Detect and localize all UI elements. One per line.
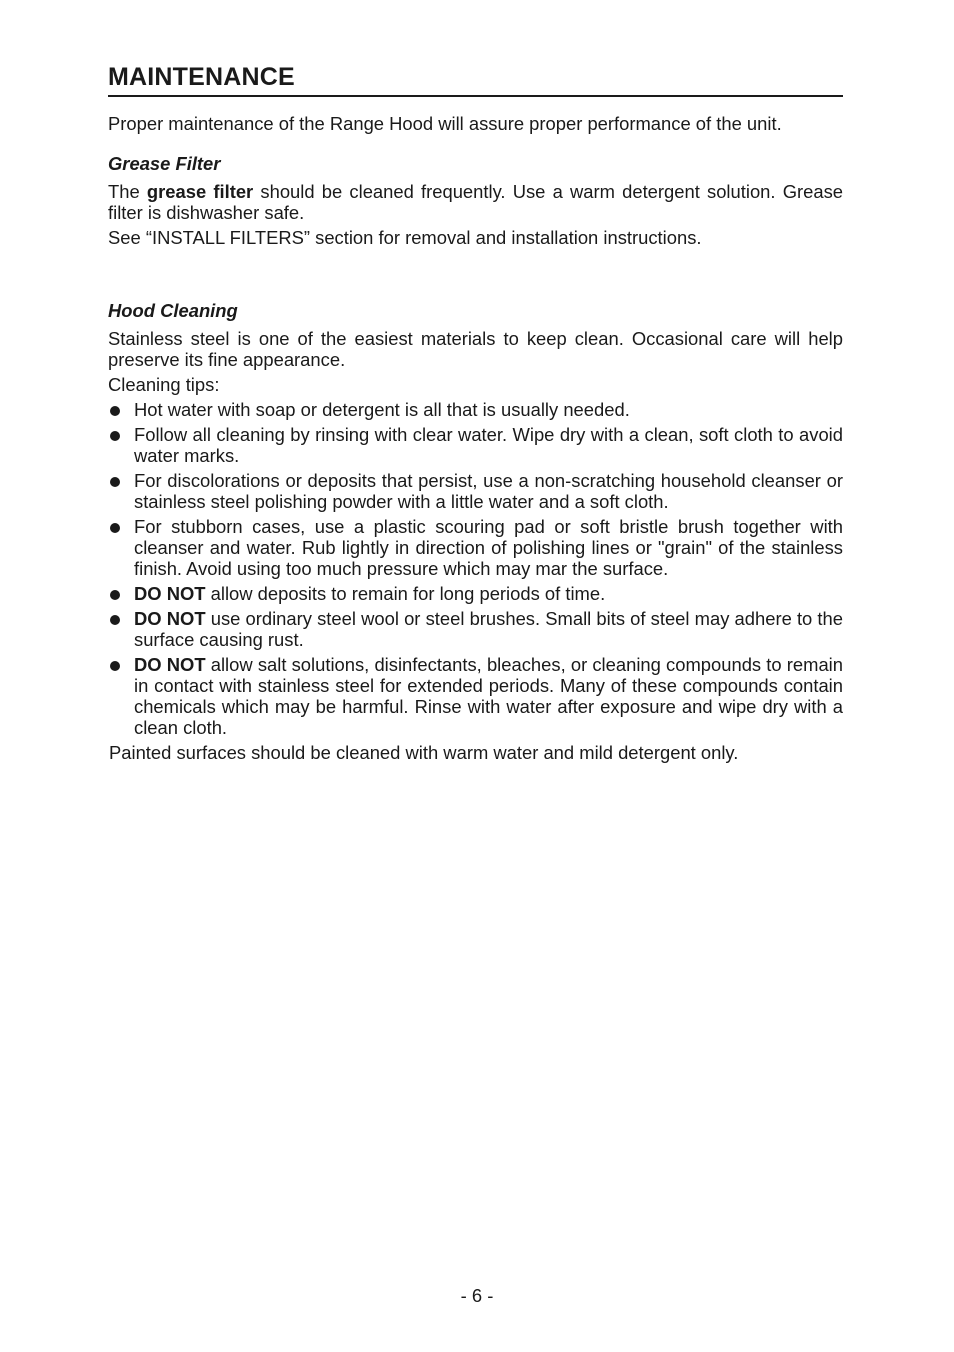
page-number: - 6 - — [460, 1285, 494, 1306]
tip-bold: DO NOT — [134, 583, 206, 604]
grease-filter-paragraph — [108, 181, 843, 223]
list-item — [108, 399, 843, 420]
tip-bold: DO NOT — [134, 608, 206, 629]
tip-text: allow deposits to remain for long periods of time. — [205, 583, 606, 604]
cleaning-tips-list — [108, 399, 843, 738]
tip-bold: DO NOT — [134, 654, 206, 675]
tip-text: For stubborn cases, use a plastic scouring pad or soft bristle brush together with cleanser and water. Rub lightly in direction of polishing lines or "grain" of the stainless finish. Avoid using too much pressure which may mar the surface. — [134, 516, 843, 579]
hood-cleaning-paragraph: Stainless steel is one of the easiest materials to keep clean. Occasional care will help preserve its fine appearance. — [108, 328, 843, 370]
bullet-icon — [110, 523, 120, 533]
list-item — [108, 516, 843, 579]
tip-text: allow salt solutions, disinfectants, bleaches, or cleaning compounds to remain in contact with stainless steel for extended periods. Many of these compounds contain chemicals which may be harmful. Rinse with water after exposure and wipe dry with a clean cloth. — [134, 654, 843, 738]
bullet-icon — [110, 661, 120, 671]
bullet-icon — [110, 615, 120, 625]
bullet-icon — [110, 477, 120, 487]
list-item — [108, 583, 843, 604]
grease-filter-heading: Grease Filter — [108, 153, 221, 174]
list-item — [108, 608, 843, 650]
page-content — [108, 62, 843, 763]
page-title: MAINTENANCE — [108, 62, 843, 97]
bullet-icon — [110, 406, 120, 416]
list-item — [108, 654, 843, 738]
tip-text: Follow all cleaning by rinsing with clear water. Wipe dry with a clean, soft cloth to avoid water marks. — [134, 424, 843, 466]
tip-text: Hot water with soap or detergent is all that is usually needed. — [134, 399, 630, 420]
bullet-icon — [110, 590, 120, 600]
tip-text: For discolorations or deposits that persist, use a non-scratching household cleanser or stainless steel polishing powder with a little water and a soft cloth. — [134, 470, 843, 512]
cleaning-tips-label: Cleaning tips: — [108, 374, 220, 395]
list-item — [108, 470, 843, 512]
bullet-icon — [110, 431, 120, 441]
painted-surfaces-paragraph: Painted surfaces should be cleaned with warm water and mild detergent only. — [109, 742, 739, 763]
tip-text: use ordinary steel wool or steel brushes. Small bits of steel may adhere to the surface causing rust. — [134, 608, 844, 650]
list-item — [108, 424, 843, 466]
grease-filter-prefix: The — [108, 181, 147, 202]
grease-filter-bold: grease filter — [146, 181, 254, 202]
grease-filter-rest: should be cleaned frequently. Use a warm detergent solution. Grease filter is dishwasher safe. — [108, 181, 843, 223]
hood-cleaning-heading: Hood Cleaning — [108, 300, 238, 321]
intro-paragraph: Proper maintenance of the Range Hood will assure proper performance of the unit. — [108, 113, 782, 134]
install-filters-reference: See “INSTALL FILTERS” section for removal and installation instructions. — [108, 227, 702, 248]
